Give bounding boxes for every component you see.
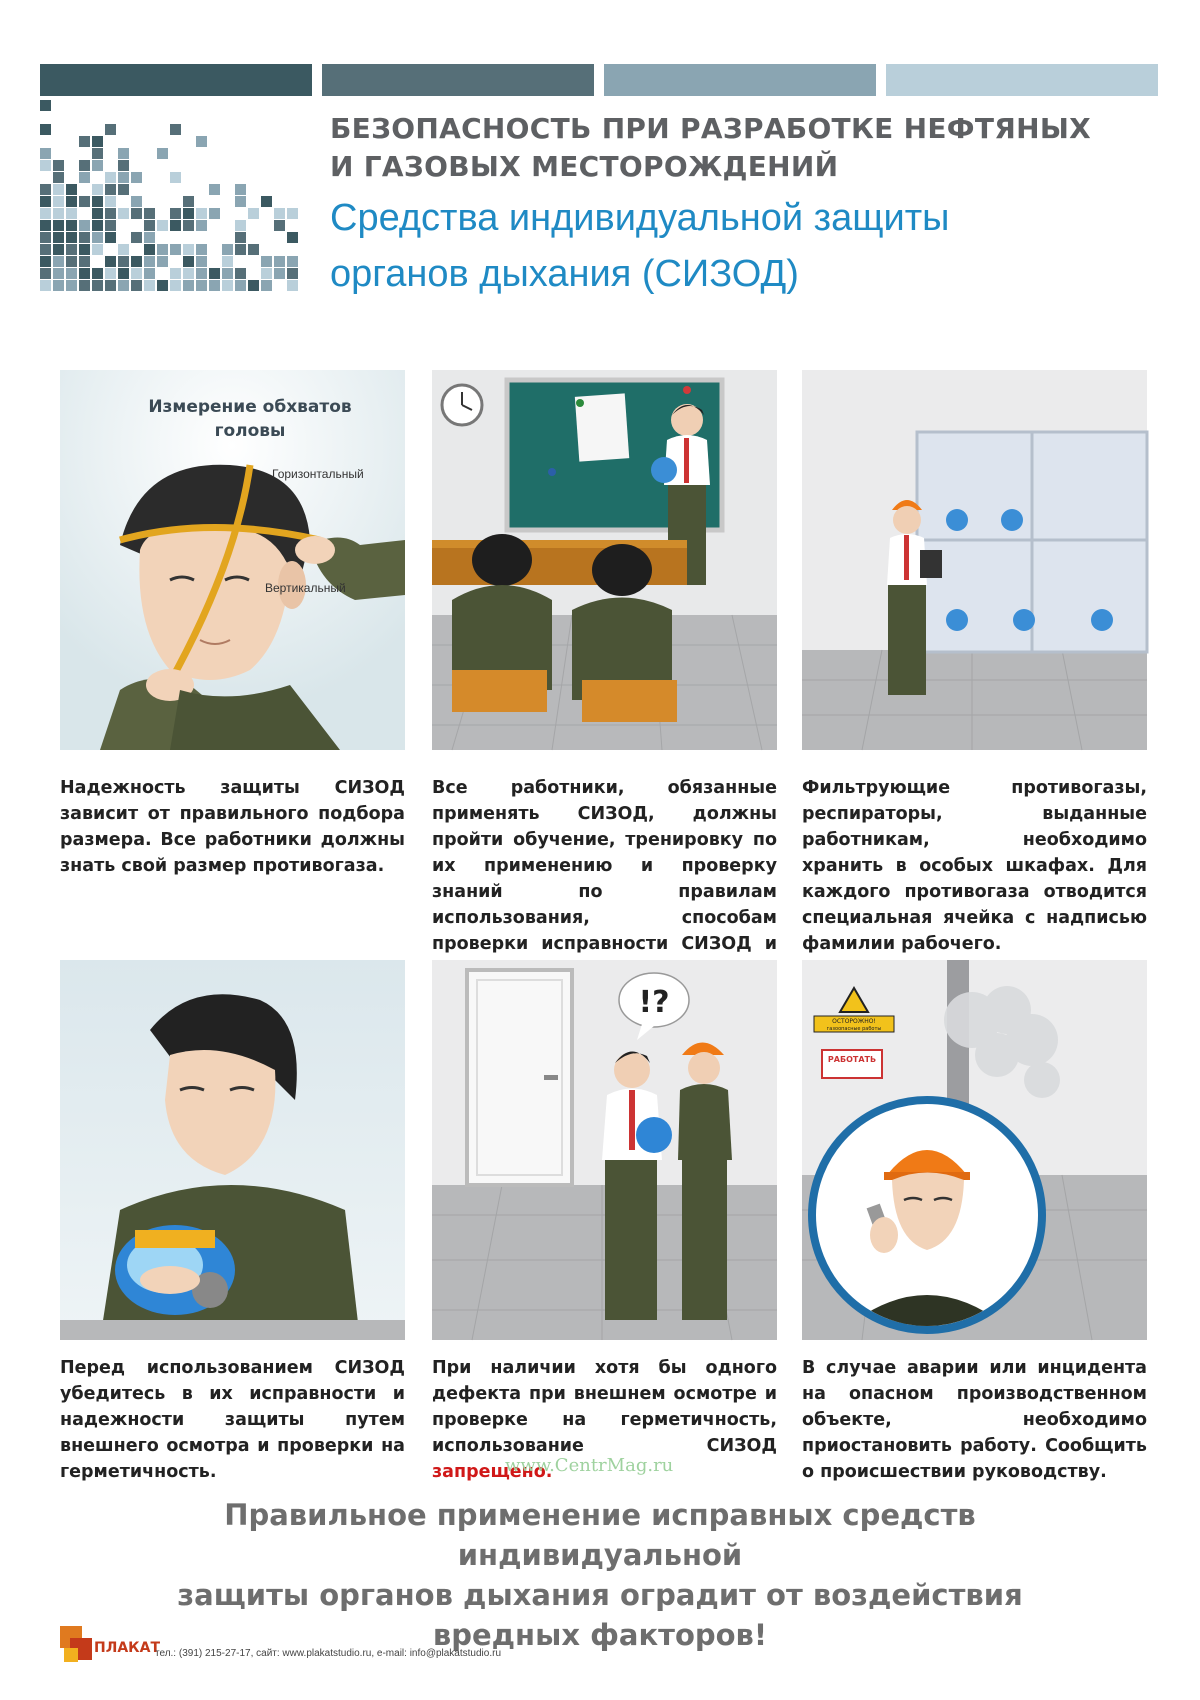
mosaic-tile xyxy=(92,148,103,159)
mosaic-tile xyxy=(53,172,64,183)
mosaic-tile xyxy=(79,196,90,207)
mosaic-tile xyxy=(209,208,220,219)
mosaic-tile xyxy=(131,280,142,291)
mosaic-tile xyxy=(131,256,142,267)
mosaic-tile xyxy=(209,184,220,195)
top-bar-3 xyxy=(604,64,876,96)
mosaic-tile xyxy=(235,268,246,279)
mosaic-tile xyxy=(235,280,246,291)
poster-subtitle-line2: органов дыхания (СИЗОД) xyxy=(330,253,799,295)
mosaic-tile xyxy=(170,280,181,291)
mosaic-tile xyxy=(261,280,272,291)
mosaic-tile xyxy=(209,280,220,291)
poster-title-line1: БЕЗОПАСНОСТЬ ПРИ РАЗРАБОТКЕ НЕФТЯНЫХ xyxy=(330,112,1092,145)
mosaic-tile xyxy=(79,136,90,147)
mosaic-tile xyxy=(66,280,77,291)
mosaic-tile xyxy=(196,268,207,279)
mosaic-tile xyxy=(105,220,116,231)
gas-mask-icon xyxy=(651,457,677,483)
mosaic-tile xyxy=(79,160,90,171)
bottom-message xyxy=(90,1495,1110,1655)
panel-head-measure xyxy=(60,370,405,750)
mosaic-tile xyxy=(92,280,103,291)
poster-title xyxy=(330,110,1190,186)
mosaic-tile xyxy=(40,184,51,195)
mosaic-tile xyxy=(79,244,90,255)
mosaic-tile xyxy=(105,124,116,135)
mosaic-tile xyxy=(196,220,207,231)
mosaic-tile xyxy=(196,136,207,147)
mosaic-tile xyxy=(144,256,155,267)
mosaic-tile xyxy=(79,172,90,183)
mosaic-tile xyxy=(118,148,129,159)
footer-contacts: тел.: (391) 215-27-17, сайт: www.plakatstudio.ru, e-mail: info@plakatstudio.ru xyxy=(155,1648,502,1659)
mosaic-tile xyxy=(157,148,168,159)
mosaic-tile xyxy=(287,256,298,267)
mosaic-tile xyxy=(209,268,220,279)
watermark: www.CentrMag.ru xyxy=(505,1455,674,1476)
mosaic-tile xyxy=(118,280,129,291)
mosaic-tile xyxy=(118,268,129,279)
mosaic-tile xyxy=(40,100,51,111)
label-horizontal: Горизонтальный xyxy=(272,467,364,481)
mosaic-tile xyxy=(105,256,116,267)
mosaic-tile xyxy=(92,268,103,279)
mosaic-tile xyxy=(53,196,64,207)
mosaic-tile xyxy=(105,232,116,243)
mosaic-tile xyxy=(235,244,246,255)
mosaic-tile xyxy=(40,220,51,231)
mosaic-tile xyxy=(248,208,259,219)
mosaic-tile xyxy=(131,268,142,279)
mosaic-tile xyxy=(170,124,181,135)
mosaic-tile xyxy=(261,196,272,207)
mosaic-tile xyxy=(92,232,103,243)
mosaic-tile xyxy=(157,256,168,267)
top-bar-2 xyxy=(322,64,594,96)
mosaic-tile xyxy=(274,268,285,279)
mosaic-tile xyxy=(105,268,116,279)
caption-defect-forbidden: запрещено. xyxy=(432,1462,553,1482)
mosaic-tile xyxy=(287,208,298,219)
mosaic-tile xyxy=(261,268,272,279)
mosaic-tile xyxy=(66,268,77,279)
mosaic-tile xyxy=(92,184,103,195)
top-bar-4 xyxy=(886,64,1158,96)
mosaic-tile xyxy=(40,268,51,279)
mosaic-tile xyxy=(53,256,64,267)
mosaic-tile xyxy=(53,208,64,219)
bottom-message-line1: Правильное применение исправных средств индивидуальной xyxy=(224,1498,976,1572)
panel-storage xyxy=(802,370,1147,750)
mosaic-tile xyxy=(40,232,51,243)
bubble-text: !? xyxy=(638,985,670,1020)
mosaic-tile xyxy=(92,160,103,171)
mosaic-tile xyxy=(79,220,90,231)
poster-subtitle-line1: Средства индивидуальной защиты xyxy=(330,197,950,239)
label-measure-title-2: головы xyxy=(214,421,286,441)
mosaic-tile xyxy=(144,208,155,219)
mosaic-tile xyxy=(144,220,155,231)
mosaic-tile xyxy=(40,196,51,207)
mosaic-tile xyxy=(274,256,285,267)
mosaic-tile xyxy=(235,184,246,195)
mosaic-tile xyxy=(105,196,116,207)
top-bar-1 xyxy=(40,64,312,96)
mosaic-tile xyxy=(170,268,181,279)
sign-caution-line1: ОСТОРОЖНО! xyxy=(832,1018,876,1025)
mosaic-tile xyxy=(235,220,246,231)
mosaic-tile xyxy=(66,244,77,255)
mosaic-tile xyxy=(248,244,259,255)
pixel-mosaic-decoration xyxy=(40,100,300,300)
mosaic-tile xyxy=(40,244,51,255)
mosaic-tile xyxy=(248,280,259,291)
mosaic-tile xyxy=(274,208,285,219)
mosaic-tile xyxy=(40,160,51,171)
mosaic-tile xyxy=(40,208,51,219)
publisher-logo xyxy=(60,1620,161,1666)
mosaic-tile xyxy=(105,172,116,183)
poster-subtitle xyxy=(330,190,1190,302)
logo-text: ПЛАКАТ xyxy=(94,1640,161,1656)
caption-inspection: Перед использованием СИЗОД убедитесь в их исправности и надежности защиты путем внешнего осмотра и проверки на герметичность. xyxy=(60,1358,405,1482)
mosaic-tile xyxy=(170,220,181,231)
sign-work: РАБОТАТЬ xyxy=(827,1055,877,1064)
panel-emergency xyxy=(802,960,1147,1340)
mosaic-tile xyxy=(53,244,64,255)
mosaic-tile xyxy=(274,220,285,231)
mosaic-tile xyxy=(183,220,194,231)
mosaic-tile xyxy=(105,208,116,219)
mosaic-tile xyxy=(287,268,298,279)
caption-defect-main: При наличии хотя бы одного дефекта при внешнем осмотре и проверке на герметичность, использование СИЗОД xyxy=(432,1358,777,1456)
mosaic-tile xyxy=(53,268,64,279)
mosaic-tile xyxy=(287,280,298,291)
mosaic-tile xyxy=(40,148,51,159)
mosaic-tile xyxy=(235,232,246,243)
mosaic-tile xyxy=(144,280,155,291)
mosaic-tile xyxy=(92,244,103,255)
mosaic-tile xyxy=(66,196,77,207)
mosaic-tile xyxy=(118,184,129,195)
mosaic-tile xyxy=(235,196,246,207)
gas-mask-icon xyxy=(636,1117,672,1153)
mosaic-tile xyxy=(105,280,116,291)
mosaic-tile xyxy=(131,208,142,219)
mosaic-tile xyxy=(131,196,142,207)
mosaic-tile xyxy=(40,124,51,135)
mosaic-tile xyxy=(131,232,142,243)
mosaic-tile xyxy=(66,232,77,243)
mosaic-tile xyxy=(53,220,64,231)
poster-title-line2: И ГАЗОВЫХ МЕСТОРОЖДЕНИЙ xyxy=(330,150,839,183)
mosaic-tile xyxy=(118,160,129,171)
label-measure-title-1: Измерение обхватов xyxy=(148,397,352,417)
mosaic-tile xyxy=(144,244,155,255)
mosaic-tile xyxy=(92,220,103,231)
mosaic-tile xyxy=(183,244,194,255)
caption-storage: Фильтрующие противогазы, респираторы, выданные работникам, необходимо хранить в особых шкафах. Для каждого противогаза отводится специальная ячейка с надписью фамилии рабочего. xyxy=(802,778,1147,954)
mosaic-tile xyxy=(79,232,90,243)
mosaic-tile xyxy=(53,184,64,195)
mosaic-tile xyxy=(287,232,298,243)
mosaic-tile xyxy=(40,280,51,291)
panel-defect xyxy=(432,960,777,1340)
mosaic-tile xyxy=(79,280,90,291)
mosaic-tile xyxy=(66,184,77,195)
mosaic-tile xyxy=(53,232,64,243)
mosaic-tile xyxy=(183,208,194,219)
caption-emergency: В случае аварии или инцидента на опасном производственном объекте, необходимо приостановить работу. Сообщить о происшествии руководству. xyxy=(802,1358,1147,1482)
mosaic-tile xyxy=(66,220,77,231)
mosaic-tile xyxy=(196,244,207,255)
mosaic-tile xyxy=(222,244,233,255)
label-vertical: Вертикальный xyxy=(265,581,346,595)
mosaic-tile xyxy=(196,280,207,291)
mosaic-tile xyxy=(183,280,194,291)
mosaic-tile xyxy=(144,268,155,279)
mosaic-tile xyxy=(79,268,90,279)
bottom-message-line3: вредных факторов! xyxy=(432,1618,768,1652)
mosaic-tile xyxy=(105,184,116,195)
mosaic-tile xyxy=(53,280,64,291)
mosaic-tile xyxy=(183,256,194,267)
mosaic-tile xyxy=(157,220,168,231)
mosaic-tile xyxy=(157,280,168,291)
bottom-message-line2: защиты органов дыхания оградит от воздействия xyxy=(177,1578,1023,1612)
mosaic-tile xyxy=(222,256,233,267)
mosaic-tile xyxy=(118,172,129,183)
mosaic-tile xyxy=(40,256,51,267)
mosaic-tile xyxy=(118,208,129,219)
mosaic-tile xyxy=(66,208,77,219)
mosaic-tile xyxy=(183,268,194,279)
mosaic-tile xyxy=(196,256,207,267)
mosaic-tile xyxy=(170,208,181,219)
mosaic-tile xyxy=(92,136,103,147)
sign-caution-line2: газоопасные работы xyxy=(826,1026,882,1032)
caption-training: Все работники, обязанные применять СИЗОД, должны пройти обучение, тренировку по их применению и проверку знаний по правилам использования, способам проверки исправности СИЗОД и xyxy=(432,778,777,954)
mosaic-tile xyxy=(183,196,194,207)
mosaic-tile xyxy=(222,280,233,291)
mosaic-tile xyxy=(170,172,181,183)
mosaic-tile xyxy=(144,232,155,243)
mosaic-tile xyxy=(66,256,77,267)
mosaic-tile xyxy=(92,196,103,207)
mosaic-tile xyxy=(222,268,233,279)
mosaic-tile xyxy=(53,160,64,171)
mosaic-tile xyxy=(157,244,168,255)
caption-head-measure: Надежность защиты СИЗОД зависит от правильного подбора размера. Все работники должны знать свой размер противогаза. xyxy=(60,778,405,876)
mosaic-tile xyxy=(118,256,129,267)
panel-inspection xyxy=(60,960,405,1340)
mosaic-tile xyxy=(118,244,129,255)
mosaic-tile xyxy=(170,244,181,255)
mosaic-tile xyxy=(196,208,207,219)
mosaic-tile xyxy=(79,256,90,267)
panel-training xyxy=(432,370,777,750)
mosaic-tile xyxy=(261,256,272,267)
mosaic-tile xyxy=(92,208,103,219)
mosaic-tile xyxy=(131,172,142,183)
